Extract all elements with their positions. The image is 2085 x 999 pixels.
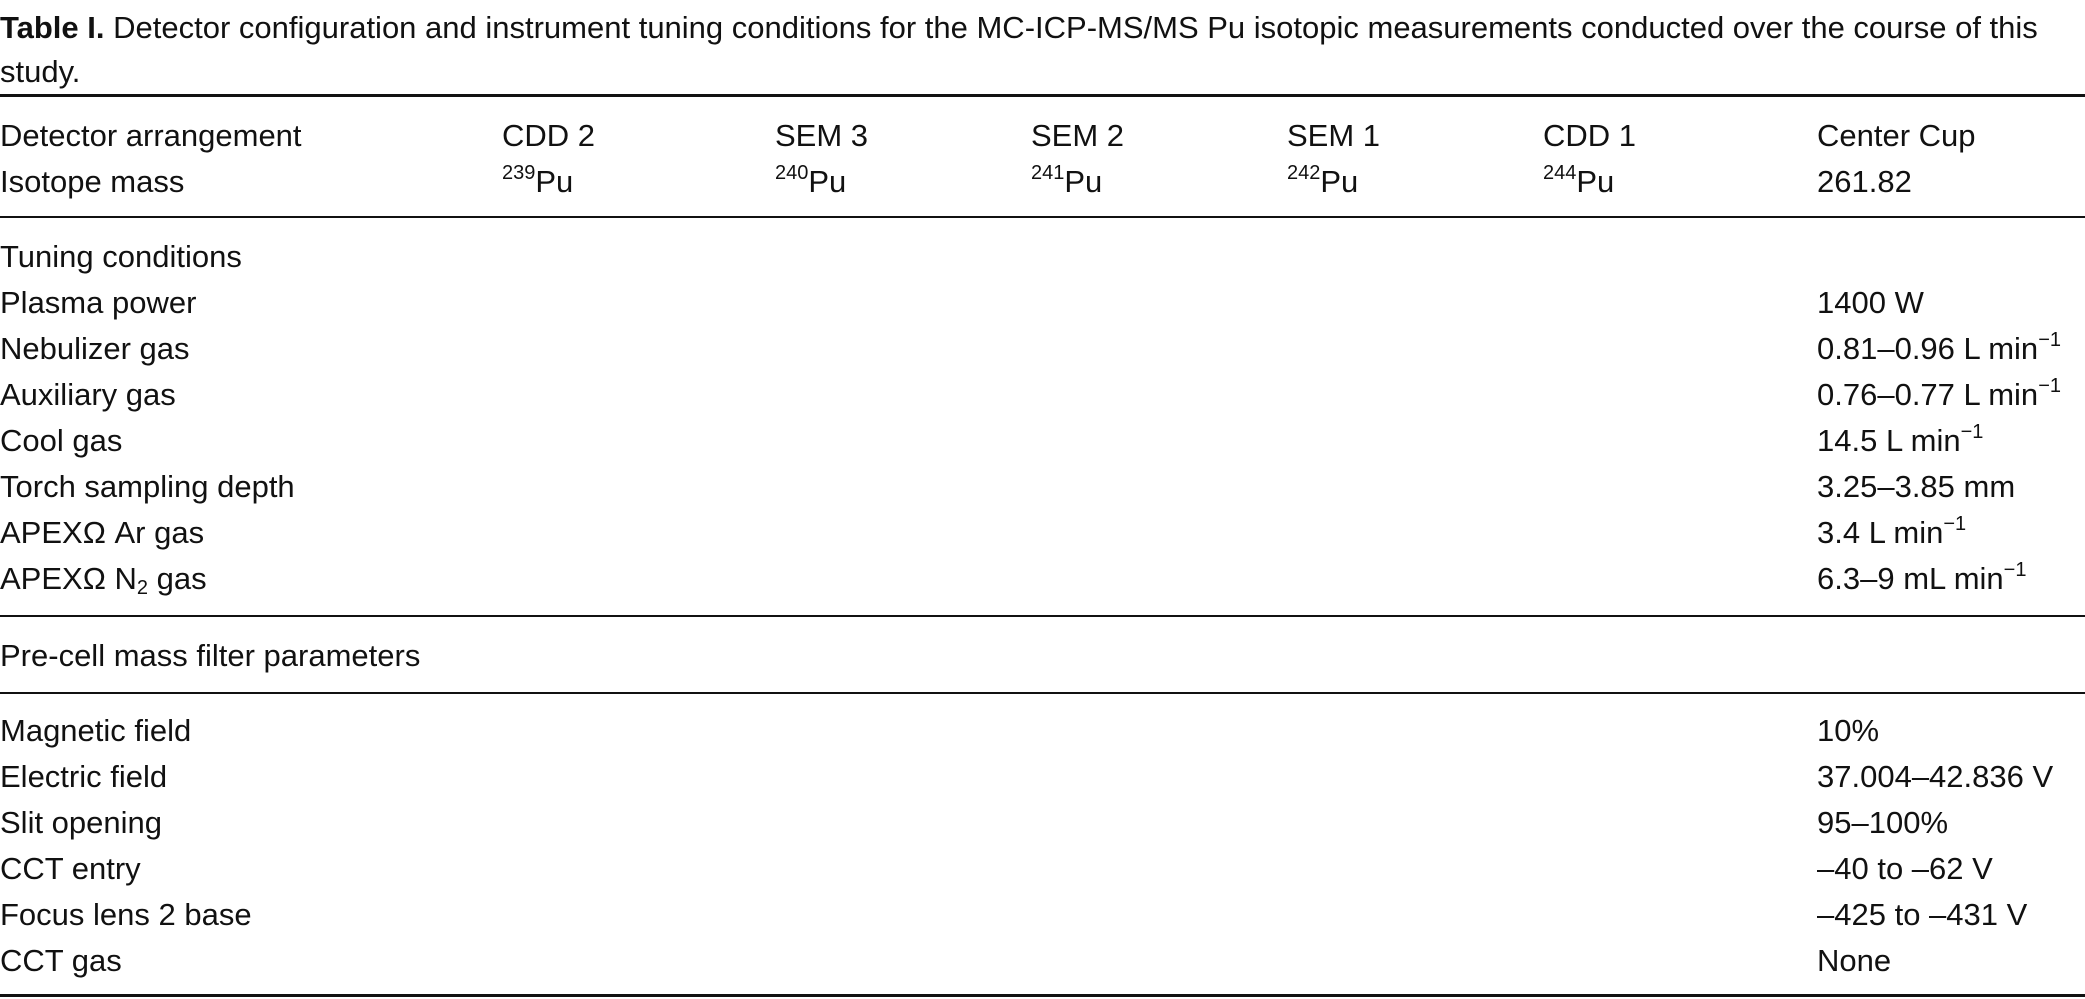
isotope-cell: $^{242}$Pu — [1287, 162, 1359, 199]
table-row — [0, 846, 2085, 892]
table-row — [0, 326, 2085, 372]
table-row — [0, 938, 2085, 984]
param-label: CCT entry — [0, 851, 141, 886]
detector-cell: CDD 1 — [1543, 118, 1637, 153]
section-title-precell: Pre-cell mass filter parameters — [0, 638, 421, 673]
isotope-cell: $^{244}$Pu — [1543, 162, 1615, 199]
param-label: Plasma power — [0, 285, 197, 320]
detector-cell: SEM 2 — [1031, 118, 1125, 153]
table-row — [0, 892, 2085, 938]
table-row — [0, 708, 2085, 754]
detector-cell: CDD 2 — [502, 118, 596, 153]
param-value: 3.25–3.85 mm — [1817, 469, 2016, 504]
param-label: APEXΩ Ar gas — [0, 515, 205, 550]
caption-label: Table I. — [0, 10, 105, 45]
header-rule — [0, 216, 2085, 218]
isotope-cell: $^{241}$Pu — [1031, 162, 1103, 199]
param-value: –425 to –431 V — [1817, 897, 2028, 932]
param-label: APEXΩ $N_2$ gas — [0, 561, 207, 599]
param-value: 3.4 L $\min^{-1}$ — [1817, 513, 1967, 550]
param-value: 95–100% — [1817, 805, 1949, 840]
section-title-tuning: Tuning conditions — [0, 239, 242, 274]
table-row — [0, 418, 2085, 464]
param-value: 6.3–9 mL $\min^{-1}$ — [1817, 559, 2027, 596]
param-label: Slit opening — [0, 805, 163, 840]
isotope-cell: $^{239}$Pu — [502, 162, 574, 199]
param-label: Nebulizer gas — [0, 331, 190, 366]
table-row — [0, 556, 2085, 602]
param-label: Torch sampling depth — [0, 469, 295, 504]
header-label-detector: Detector arrangement — [0, 118, 302, 153]
param-value: 1400 W — [1817, 285, 1924, 320]
isotope-cell: $^{240}$Pu — [775, 162, 847, 199]
param-value: 37.004–42.836 V — [1817, 759, 2054, 794]
detector-cell: Center Cup — [1817, 118, 1976, 153]
header-label-isotope: Isotope mass — [0, 164, 185, 199]
param-value: None — [1817, 943, 1892, 978]
section-rule — [0, 692, 2085, 694]
section-rule — [0, 615, 2085, 617]
detector-cell: SEM 1 — [1287, 118, 1381, 153]
param-value: 10% — [1817, 713, 1880, 748]
param-value: 0.81–0.96 L $\min^{-1}$ — [1817, 329, 2061, 366]
caption-text: Detector configuration and instrument tuning conditions for the MC-ICP-MS/MS Pu isotopic measurements conducted over the course of this study. — [0, 10, 2038, 89]
header-row-isotope — [0, 159, 2085, 205]
table-row — [0, 464, 2085, 510]
table-row — [0, 754, 2085, 800]
param-label: Cool gas — [0, 423, 123, 458]
top-rule — [0, 94, 2085, 97]
param-value: –40 to –62 V — [1817, 851, 1993, 886]
detector-cell: SEM 3 — [775, 118, 869, 153]
bottom-rule — [0, 994, 2085, 997]
table-caption — [0, 6, 2085, 94]
header-row-detector — [0, 113, 2085, 159]
param-value: 0.76–0.77 L $\min^{-1}$ — [1817, 375, 2061, 412]
table-row — [0, 372, 2085, 418]
table-row — [0, 280, 2085, 326]
isotope-cell: 261.82 — [1817, 164, 1912, 199]
table-row — [0, 800, 2085, 846]
param-label: Focus lens 2 base — [0, 897, 252, 932]
param-label: CCT gas — [0, 943, 122, 978]
param-label: Electric field — [0, 759, 168, 794]
table-row — [0, 510, 2085, 556]
param-value: 14.5 L $\min^{-1}$ — [1817, 421, 1984, 458]
param-label: Magnetic field — [0, 713, 192, 748]
param-label: Auxiliary gas — [0, 377, 176, 412]
